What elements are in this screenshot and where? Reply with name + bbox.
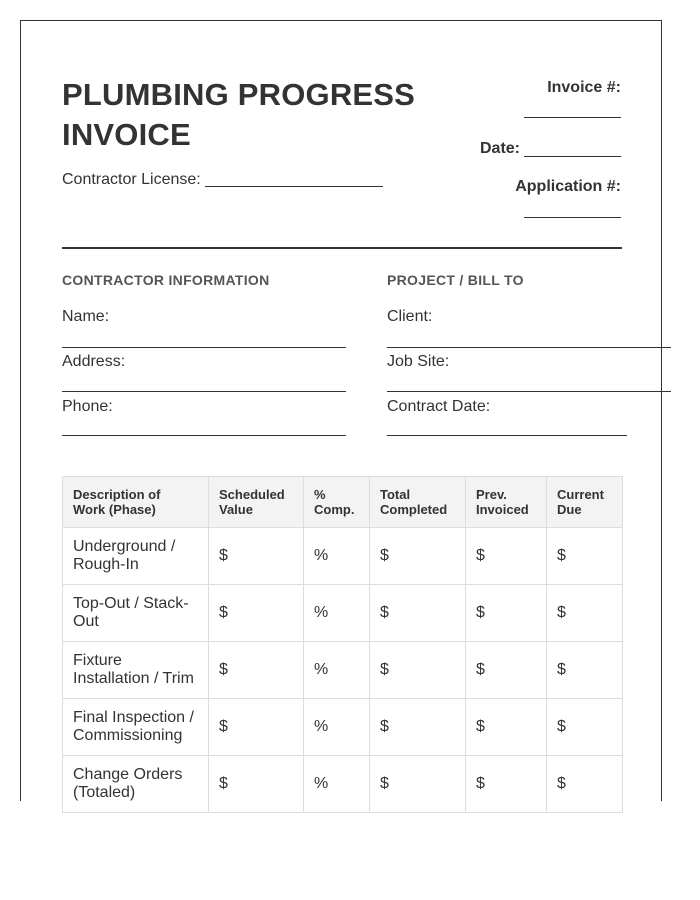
cell-scheduled-value[interactable]: $ — [209, 699, 304, 756]
contract-date-label: Contract Date: — [387, 398, 491, 415]
cell-previously-invoiced[interactable]: $ — [466, 699, 547, 756]
date-label: Date: — [480, 140, 521, 157]
column-header-scheduled-value: Scheduled Value — [209, 477, 304, 528]
address-label: Address: — [62, 353, 126, 370]
column-header-previously-invoiced: Prev. Invoiced — [466, 477, 547, 528]
document-title — [62, 65, 462, 165]
title-line-1: PLUMBING PROGRESS — [62, 77, 416, 112]
contract-date-input[interactable] — [387, 435, 627, 436]
date-input[interactable] — [524, 156, 621, 157]
phone-label: Phone: — [62, 398, 113, 415]
table-header-row — [63, 477, 623, 528]
name-input[interactable] — [62, 347, 346, 348]
contractor-license-input[interactable] — [205, 170, 383, 187]
cell-scheduled-value[interactable]: $ — [209, 528, 304, 585]
cell-description: Underground / Rough-In — [63, 528, 209, 585]
cell-current-due[interactable]: $ — [547, 528, 623, 585]
invoice-page — [20, 20, 662, 801]
cell-percent-complete[interactable]: % — [304, 642, 370, 699]
cell-total-completed[interactable]: $ — [370, 585, 466, 642]
contractor-license-label: Contractor License: — [62, 171, 201, 188]
cell-total-completed[interactable]: $ — [370, 642, 466, 699]
cell-description: Top-Out / Stack- Out — [63, 585, 209, 642]
table-row — [63, 699, 623, 756]
column-header-current-due: Current Due — [547, 477, 623, 528]
table-row — [63, 642, 623, 699]
name-label: Name: — [62, 308, 110, 325]
cell-percent-complete[interactable]: % — [304, 528, 370, 585]
invoice-number-label: Invoice #: — [547, 79, 621, 96]
cell-scheduled-value[interactable]: $ — [209, 585, 304, 642]
application-number-input[interactable] — [524, 217, 621, 218]
cell-percent-complete[interactable]: % — [304, 699, 370, 756]
invoice-number-input[interactable] — [524, 117, 621, 118]
job-site-label: Job Site: — [387, 353, 450, 370]
cell-current-due[interactable]: $ — [547, 756, 623, 813]
title-line-2: INVOICE — [62, 117, 191, 152]
table-row — [63, 585, 623, 642]
cell-current-due[interactable]: $ — [547, 699, 623, 756]
cell-description: Fixture Installation / Trim — [63, 642, 209, 699]
cell-scheduled-value[interactable]: $ — [209, 756, 304, 813]
table-row — [63, 756, 623, 813]
contractor-info-heading: CONTRACTOR INFORMATION — [62, 272, 270, 288]
contractor-license-field — [62, 170, 383, 189]
cell-previously-invoiced[interactable]: $ — [466, 756, 547, 813]
column-header-description: Description of Work (Phase) — [63, 477, 209, 528]
address-input[interactable] — [62, 391, 346, 392]
cell-percent-complete[interactable]: % — [304, 756, 370, 813]
column-header-percent-complete: % Comp. — [304, 477, 370, 528]
cell-current-due[interactable]: $ — [547, 585, 623, 642]
cell-description: Change Orders (Totaled) — [63, 756, 209, 813]
cell-scheduled-value[interactable]: $ — [209, 642, 304, 699]
cell-percent-complete[interactable]: % — [304, 585, 370, 642]
cell-current-due[interactable]: $ — [547, 642, 623, 699]
cell-total-completed[interactable]: $ — [370, 528, 466, 585]
project-bill-to-heading: PROJECT / BILL TO — [387, 272, 524, 288]
column-header-total-completed: Total Completed — [370, 477, 466, 528]
cell-description: Final Inspection / Commissioning — [63, 699, 209, 756]
cell-previously-invoiced[interactable]: $ — [466, 528, 547, 585]
cell-previously-invoiced[interactable]: $ — [466, 585, 547, 642]
cell-total-completed[interactable]: $ — [370, 756, 466, 813]
cell-total-completed[interactable]: $ — [370, 699, 466, 756]
client-label: Client: — [387, 308, 433, 325]
cell-previously-invoiced[interactable]: $ — [466, 642, 547, 699]
phone-input[interactable] — [62, 435, 346, 436]
client-input[interactable] — [387, 347, 671, 348]
header-divider — [62, 247, 622, 249]
table-row — [63, 528, 623, 585]
job-site-input[interactable] — [387, 391, 671, 392]
application-number-label: Application #: — [515, 178, 621, 195]
progress-table — [62, 476, 623, 813]
